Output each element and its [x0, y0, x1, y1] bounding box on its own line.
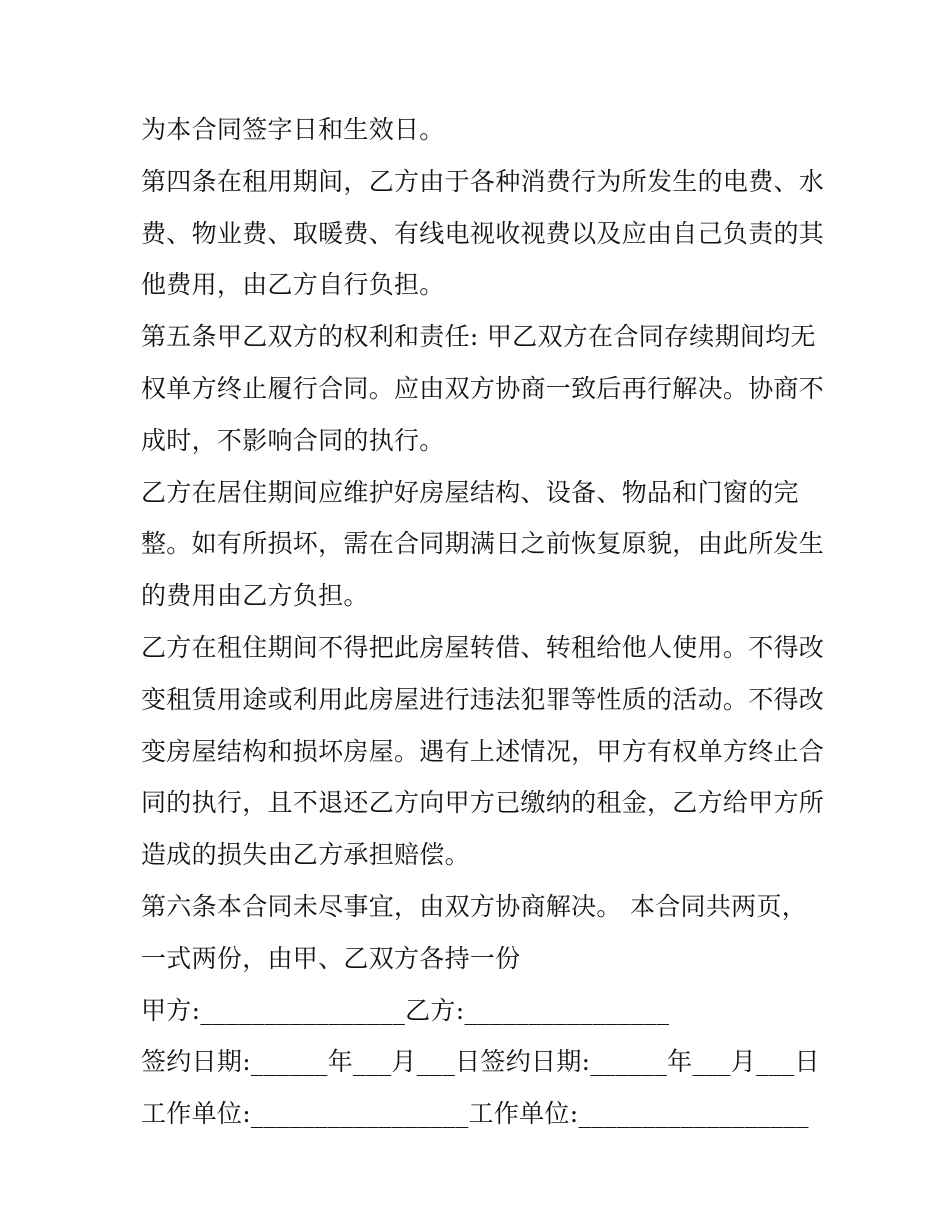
text-line: 权单方终止履行合同。应由双方协商一致后再行解决。协商不 — [141, 373, 825, 403]
document-body — [141, 104, 825, 1140]
party-signature-line: 甲方:________________乙方:________________ — [141, 995, 670, 1025]
text-line: 乙方在租住期间不得把此房屋转借、转租给他人使用。不得改 — [141, 632, 825, 662]
signing-date-line: 签约日期:______年___月___日签约日期:______年___月___日 — [141, 1047, 820, 1077]
article-4-line: 第四条在租用期间，乙方由于各种消费行为所发生的电费、水 — [141, 166, 825, 196]
text-line: 变租赁用途或利用此房屋进行违法犯罪等性质的活动。不得改 — [141, 684, 825, 714]
article-5-line: 第五条甲乙双方的权利和责任: 甲乙双方在合同存续期间均无 — [141, 322, 816, 352]
text-line: 同的执行，且不退还乙方向甲方已缴纳的租金，乙方给甲方所 — [141, 788, 825, 818]
text-line: 乙方在居住期间应维护好房屋结构、设备、物品和门窗的完 — [141, 477, 799, 507]
text-line: 费、物业费、取暖费、有线电视收视费以及应由自己负责的其 — [141, 218, 825, 248]
work-unit-line: 工作单位:_________________工作单位:__________________ — [141, 1099, 809, 1129]
text-line: 成时，不影响合同的执行。 — [141, 425, 445, 455]
text-line: 为本合同签字日和生效日。 — [141, 115, 445, 144]
text-line: 造成的损失由乙方承担赔偿。 — [141, 840, 470, 870]
text-line: 他费用，由乙方自行负担。 — [141, 270, 445, 300]
text-line: 变房屋结构和损坏房屋。遇有上述情况，甲方有权单方终止合 — [141, 736, 825, 766]
article-6-line: 第六条本合同未尽事宜，由双方协商解决。 本合同共两页， — [141, 891, 808, 921]
text-line: 一式两份，由甲、乙双方各持一份 — [141, 943, 521, 973]
text-line: 的费用由乙方负担。 — [141, 581, 369, 611]
text-line: 整。如有所损坏，需在合同期满日之前恢复原貌，由此所发生 — [141, 529, 825, 559]
